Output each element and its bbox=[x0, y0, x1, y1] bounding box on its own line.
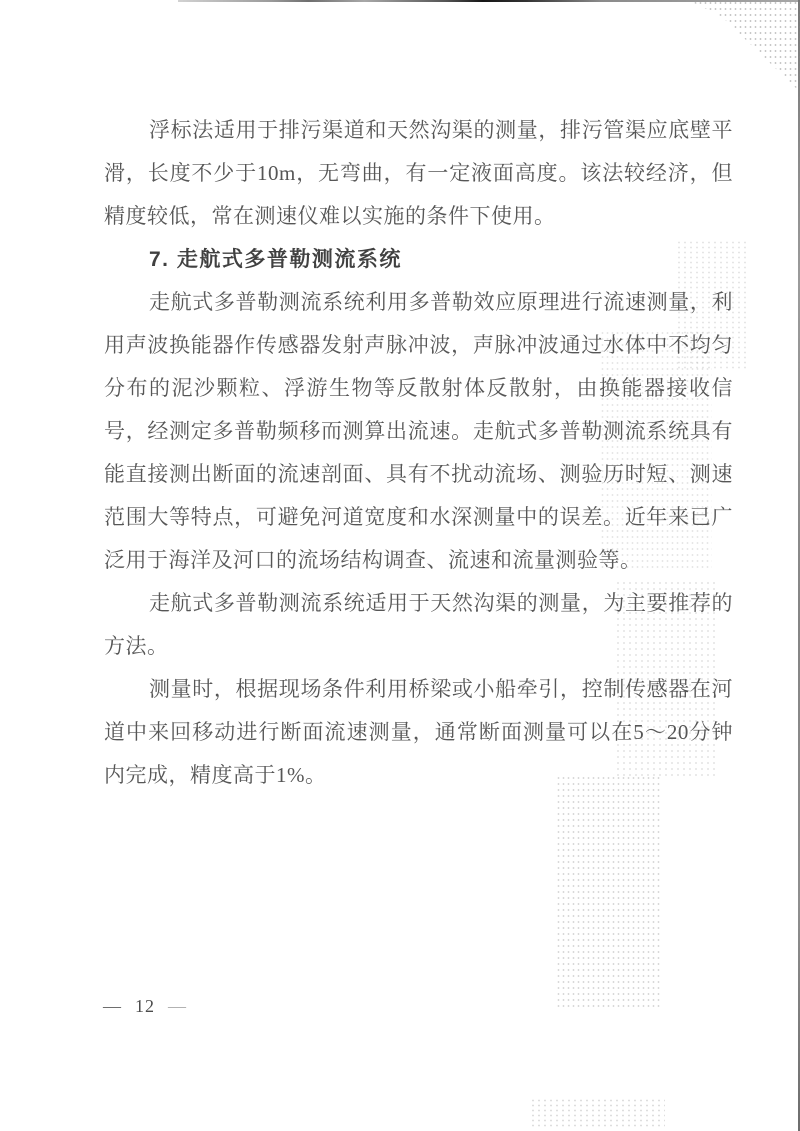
scan-noise-patch bbox=[556, 775, 660, 1010]
section-heading-adcp: 7. 走航式多普勒测流系统 bbox=[149, 248, 402, 271]
paragraph-float-method: 浮标法适用于排污渠道和天然沟渠的测量，排污管渠应底壁平滑，长度不少于10m，无弯曲，有一定液面高度。该法较经济，但精度较低，常在测速仪难以实施的条件下使用。 bbox=[104, 118, 733, 228]
page-footer bbox=[103, 996, 187, 1017]
scan-artifact-top-edge-line bbox=[178, 0, 800, 2]
footer-dash-right: — bbox=[168, 996, 187, 1016]
footer-dash-left: — bbox=[103, 996, 122, 1016]
paragraph-adcp-principle: 走航式多普勒测流系统利用多普勒效应原理进行流速测量，利用声波换能器作传感器发射声脉冲波，声脉冲波通过水体中不均匀分布的泥沙颗粒、浮游生物等反散射体反散射，由换能器接收信号，经测定多普勒频移而测算出流速。走航式多普勒测流系统具有能直接测出断面的流速剖面、具有不扰动流场、测验历时短、测速范围大等特点，可避免河道宽度和水深测量中的误差。近年来已广泛用于海洋及河口的流场结构调查、流速和流量测验等。 bbox=[104, 290, 733, 572]
scan-noise-bottom-right bbox=[530, 1098, 665, 1128]
paragraph-adcp-applicability: 走航式多普勒测流系统适用于天然沟渠的测量，为主要推荐的方法。 bbox=[104, 591, 733, 658]
page-number: 12 bbox=[135, 996, 155, 1016]
page-body bbox=[104, 109, 733, 797]
paragraph-adcp-measurement: 测量时，根据现场条件利用桥梁或小船牵引，控制传感器在河道中来回移动进行断面流速测量，通常断面测量可以在5～20分钟内完成，精度高于1%。 bbox=[104, 677, 733, 787]
scan-noise-top-right-corner bbox=[688, 0, 800, 92]
